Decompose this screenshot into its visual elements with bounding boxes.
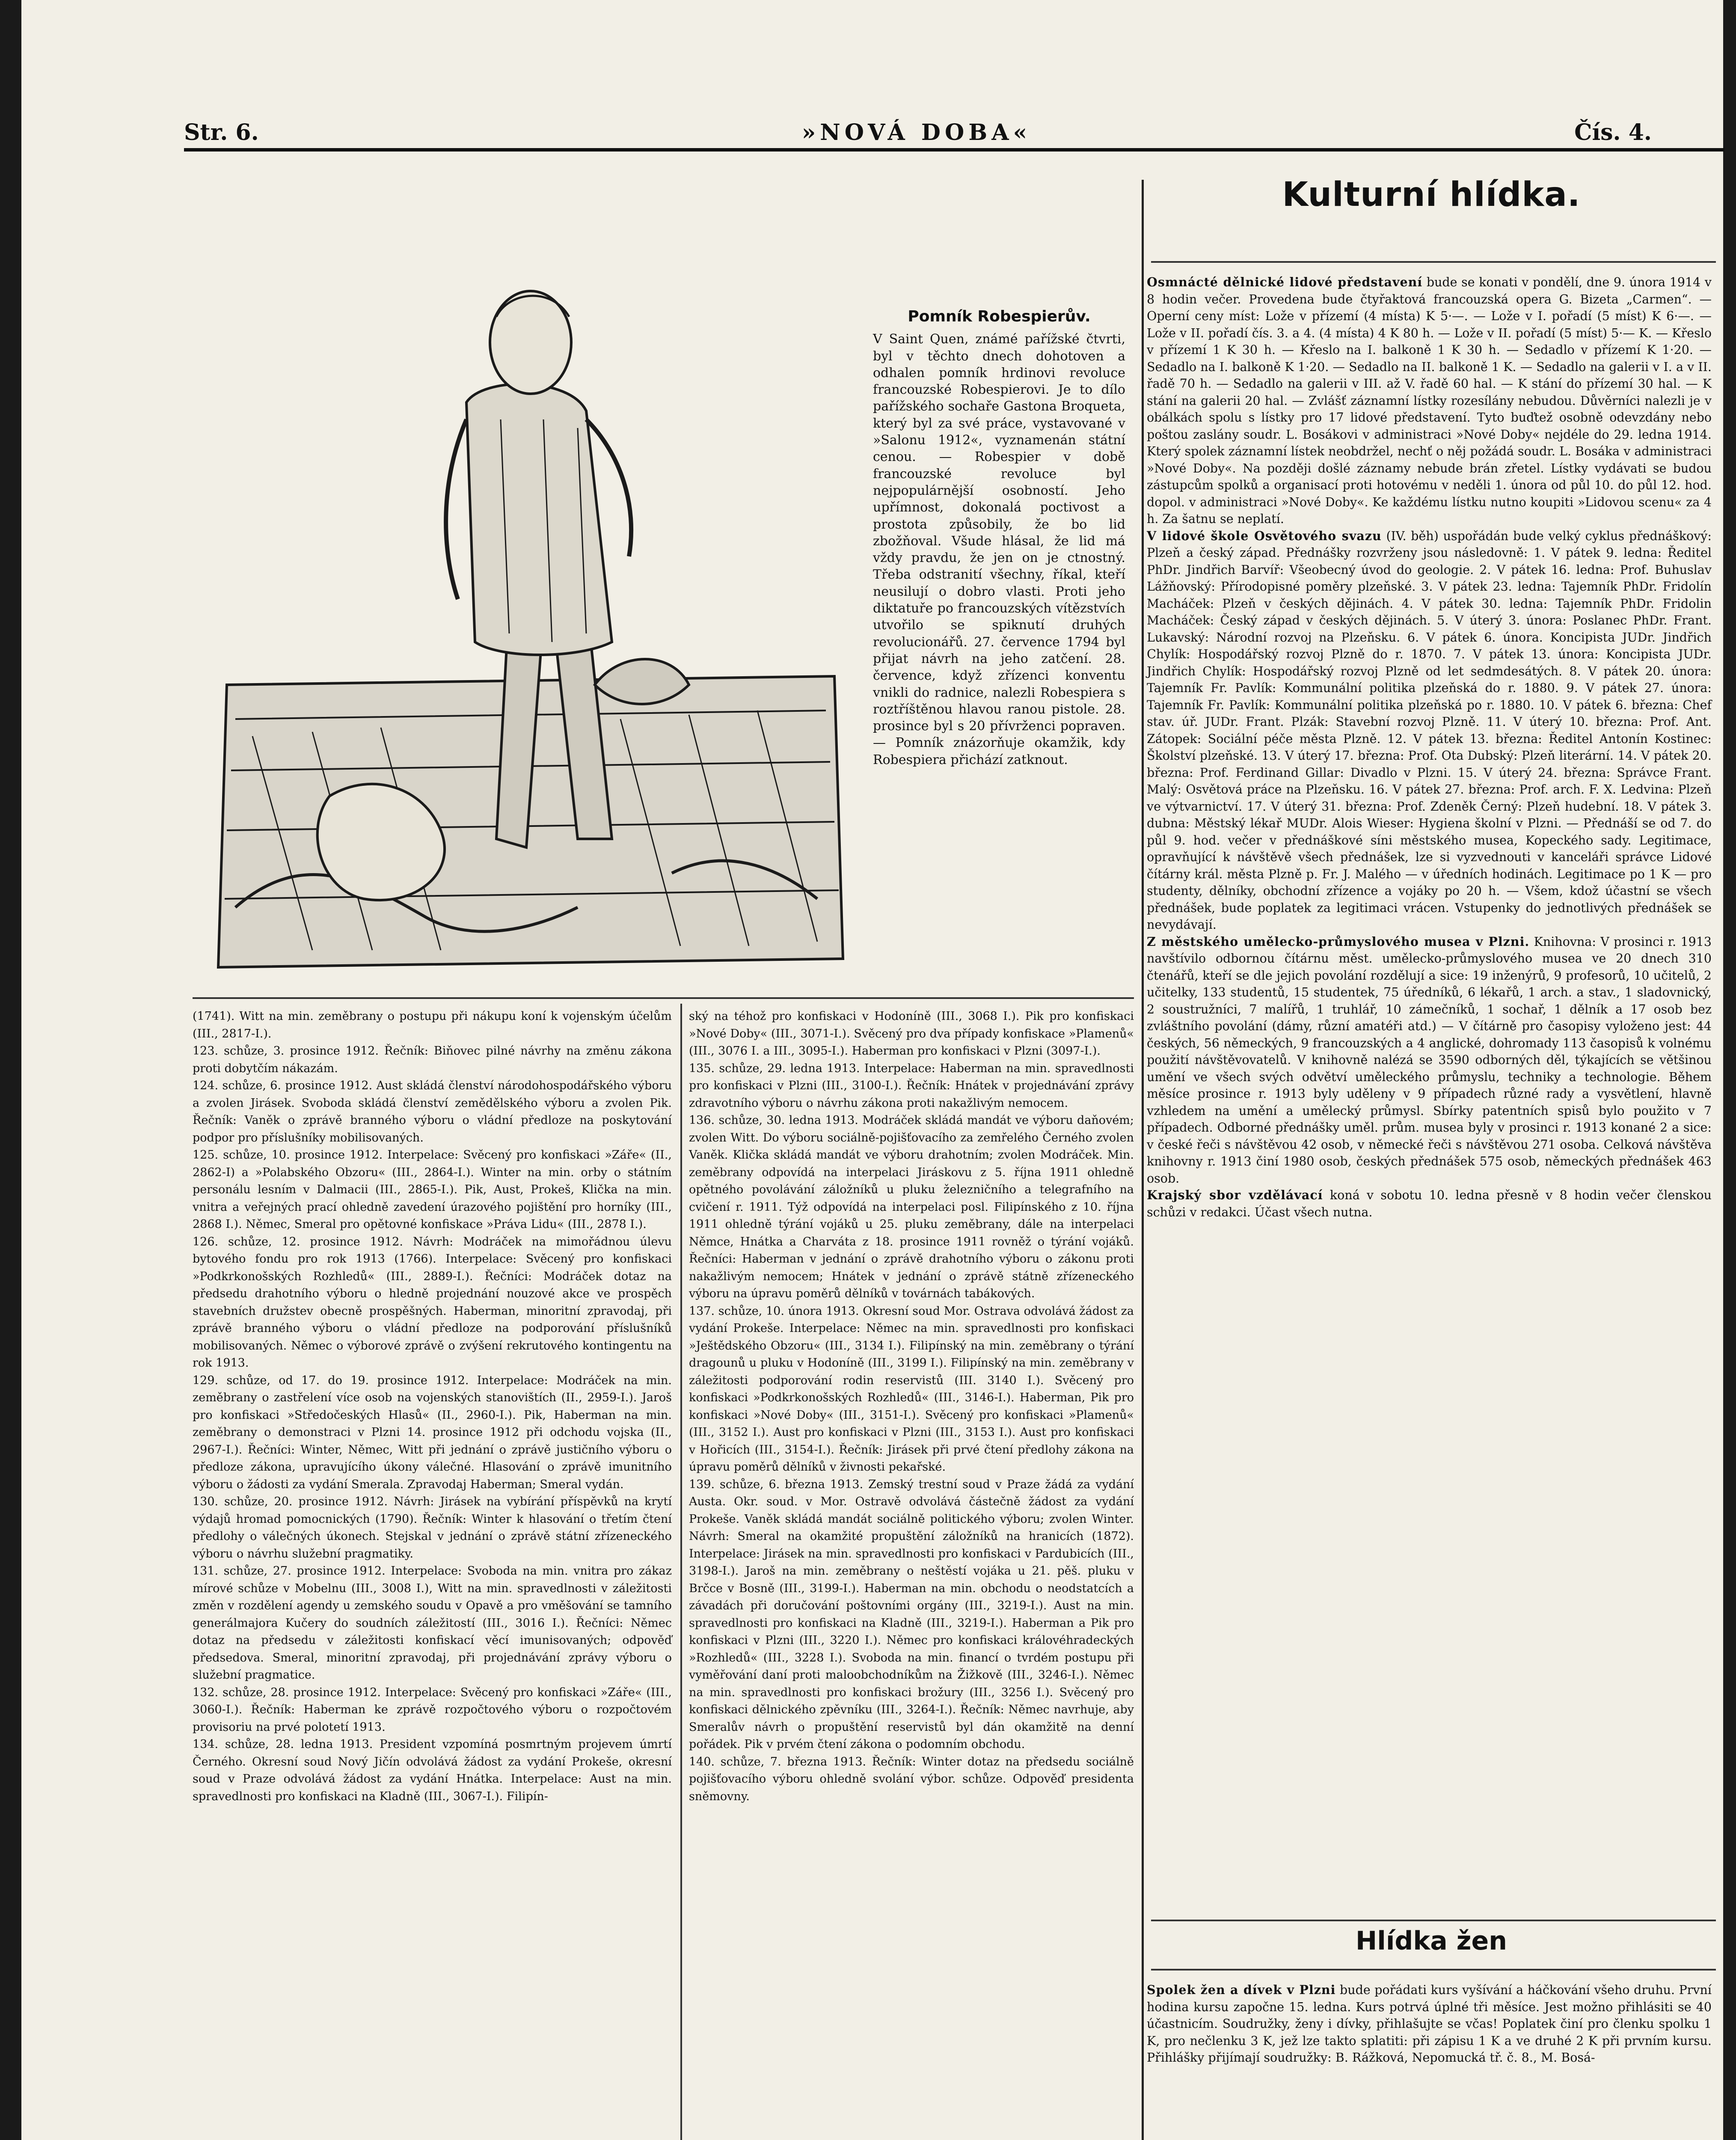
item-text: Knihovna: V prosinci r. 1913 navštívilo odbornou čítárnu měst. umělecko-průmyslového musea ve 20 dnech 310 čtenářů, kteří se dle jejich povolání rozdělují a sice: 19 inženýrů, 9 profesorů, 10 učitelů, 2 učitelky, 133 studentů, 15 studentek, 75 úředníků, 6 lékařů, 1 arch. a stav., 1 sladovnický, 2 soustružníci, 7 malířů, 1 truhlář, 10 zámečníků, 1 sochař, 1 dělník a 17 osob bez zvláštního povolání (dámy, různí amatéři atd.) — V čítárně pro časopisy vyloženo jest: 44 českých, 56 německých, 9 francouzských a 4 anglické, dohromady 113 časopisů k volnému použití návštěvovatelů. V knihovně nalézá se 3590 odborných děl, týkajících se většinou umění ve všech svých odvětví uměleckého průmyslu, techniky a technologie. Během měsíce prosince r. 1913 byly uděleny v 9 případech různé rady a vysvětlení, hlavně vzhledem na umění a umělecký průmysl. Sbírky patentních spisů bylo použito v 7 případech. Odborné přednášky uměl. prům. musea byly v prosinci r. 1913 konané 2 a sice: v české řeči s návštěvou 42 osob, v německé řeči s návštěvou 271 osoba. Celková návštěva knihovny r. 1913 činí 1980 osob, českých přednášek 575 osob, německých přednášek 463 osob. (1147, 934, 1712, 1186)
cultural-item (1147, 528, 1712, 933)
paragraph: 137. schůze, 10. února 1913. Okresní soud Mor. Ostrava odvolává žádost za vydání Prokeše. Interpelace: Němec na min. spravedlnosti pro konfiskaci »Ještědského Obzoru« (III., 3134 I.). Filipínský na min. zeměbrany o týrání dragounů u pluku v Hodoníně (III., 3199 I.). Filipínský na min. zeměbrany v záležitosti podporování rodin reservistů (III. 3140 I.). Svěcený pro konfiskaci »Podkrkonošských Rozhledů« (III., 3146-I.). Haberman, Pik pro konfiskaci »Nové Doby« (III., 3151-I.). Svěcený pro konfiskaci »Plamenů« (III., 3152 I.). Aust pro konfiskaci v Plzni (III., 3153 I.). Aust pro konfiskaci v Hořicích (III., 3154-I.). Řečník: Jirásek při prvé čtení předlohy zákona na úpravu poměrů dělníků v živnosti pekařské. (689, 1304, 1134, 1474)
paragraph: ský na téhož pro konfiskaci v Hodoníně (III., 3068 I.). Pik pro konfiskaci »Nové Doby« (III., 3071-I.). Svěcený pro dva případy konfiskace »Plamenů« (III., 3076 I. a III., 3095-I.). Haberman pro konfiskaci v Plzni (3097-I.). (689, 1010, 1134, 1058)
paragraph: 132. schůze, 28. prosince 1912. Interpelace: Svěcený pro konfiskaci »Záře« (III., 3060-I.). Řečník: Haberman ke zprávě rozpočtového výboru o rozpočtovém provisoriu na prvé polotetí 1913. (193, 1685, 672, 1734)
item-heading: V lidové škole Osvětového svazu (1147, 528, 1382, 543)
section-rule (1151, 261, 1716, 263)
robespierre-monument-illustration (201, 180, 869, 984)
paragraph: 130. schůze, 20. prosince 1912. Návrh: Jirásek na vybírání příspěvků na krytí výdajů hromad pomocnických (1790). Řečník: Winter k hlasování o třetím čtení předlohy o válečných úkonech. Stejskal v jednání o zprávě státní zřízeneckého výboru o návrhu služební pragmatiky. (193, 1495, 672, 1560)
cultural-item (1147, 933, 1712, 1187)
paragraph: 139. schůze, 6. března 1913. Zemský trestní soud v Praze žádá za vydání Austa. Okr. soud. v Mor. Ostravě odvolává částečně žádost za vydání Prokeše. Vaněk skládá mandát sociálně politického výboru; zvolen Winter. Návrh: Smeral na okamžité propuštění záložníků na hranicích (1872). Interpelace: Jirásek na min. spravedlnosti pro konfiskaci v Pardubicích (III., 3198-I.). Jaroš na min. zeměbrany o neštěstí vojáka u 21. pěš. pluku v Brčce v Bosně (III., 3199-I.). Haberman na min. obchodu o neodstatcích a závadách při doručování poštovními orgány (III., 3219-I.). Aust na min. spravedlnosti pro konfiskaci na Kladně (III., 3219-I.). Haberman a Pik pro konfiskaci v Plzni (III., 3220 I.). Němec pro konfiskaci královéhradeckých »Rozhledů« (III., 3228 I.). Svoboda na min. financí o tvrdém postupu při vyměřování daní proti maloobchodníkům na Žižkově (III., 3246-I.). Němec na min. spravedlnosti pro konfiskaci brožury (III., 3256 I.). Svěcený pro konfiskaci dělnického zpěvníku (III., 3264-I.). Řečník: Němec navrhuje, aby Smeralův návrh o propuštění reservistů byl dán okamžitě na denní pořádek. Pik v prvém čtení zákona o podomním obchodu. (689, 1477, 1134, 1751)
parliament-record-left-column (193, 1008, 672, 2140)
item-text: bude se konati v pondělí, dne 9. února 1914 v 8 hodin večer. Provedena bude čtyřaktová francouzská opera G. Bizeta „Carmen“. — Operní ceny míst: Lože v přízemí (4 místa) K 5·—. — Lože v I. pořadí (5 míst) K 6·—. — Lože v II. pořadí čís. 3. a 4. (4 místa) 4 K 80 h. — Lože v II. pořadí (5 míst) 5·— K. — Křeslo v přízemí 1 K 30 h. — Křeslo na I. balkoně 1 K 30 h. — Sedadlo v přízemí K 1·20. — Sedadlo na I. balkoně K 1·20. — Sedadlo na II. balkoně 1 K. — Sedadlo na galerii v I. a v II. řadě 70 h. — Sedadlo na galerii v III. až V. řadě 60 hal. — K stání do přízemí 30 hal. — K stání na galerii 20 hal. — Zvlášť záznamní lístky rozesílány nebudou. Důvěrníci nalezli je v obálkách spolu s lístky pro 17 lidové představení. Tyto buďtež osobně odevzdány nebo poštou zaslány soudr. L. Bosákovi v administraci »Nové Doby« nejdéle do 29. ledna 1914. Který spolek záznamní lístek neobdržel, nechť o něj požádá soudr. L. Bosáka v administraci »Nové Doby«. Na později došlé záznamy nebude brán zřetel. Lístky vydávati se budou zástupcům spolků a organisací proti hotovému v neděli 1. února od půl 10. do půl 12. hod. dopol. v administraci »Nové Doby«. Ke každému lístku nutno koupiti »Lidovou scenu« za 4 h. Za šatnu se neplatí. (1147, 275, 1712, 526)
item-heading: Krajský sbor vzdělávací (1147, 1188, 1323, 1202)
item-heading: Osmnácté dělnické lidové představení (1147, 275, 1423, 289)
women-item (1147, 1982, 1712, 2066)
newspaper-title: »NOVÁ DOBA« (801, 119, 1032, 146)
paragraph: 135. schůze, 29. ledna 1913. Interpelace: Haberman na min. spravedlnosti pro konfiskaci v Plzni (III., 3100-I.). Řečník: Hnátek v projednávání zprávy zdravotního výboru o návrhu zákona proti nakažlivým nemocem. (689, 1061, 1134, 1110)
paragraph: 140. schůze, 7. března 1913. Řečník: Winter dotaz na předsedu sociálně pojišťovacího výboru ohledně svolání výbor. schůze. Odpověď presidenta sněmovny. (689, 1755, 1134, 1803)
column-divider (1142, 180, 1144, 2140)
cultural-item (1147, 274, 1712, 528)
scan-edge-left (0, 0, 21, 2140)
item-text: (IV. běh) uspořádán bude velký cyklus přednáškový: Plzeň a český západ. Přednášky rozvrženy jsou následovně: 1. V pátek 9. ledna: Ředitel PhDr. Jindřich Barvíř: Všeobecný úvod do geologie. 2. V pátek 16. ledna: Prof. Buhuslav Lážňovský: Přírodopisné poměry plzeňské. 3. V pátek 23. ledna: Tajemník PhDr. Fridolín Macháček: Plzeň v českých dějinách. 4. V pátek 30. ledna: Tajemník PhDr. Fridolin Macháček: Český západ v českých dějinách. 5. V úterý 3. února: Poslanec PhDr. Frant. Lukavský: Národní rozvoj na Plzeňsku. 6. V pátek 6. února. Koncipista JUDr. Jindřich Chylík: Hospodářský rozvoj Plzně do r. 1870. 7. V pátek 13. února: Koncipista JUDr. Jindřich Chylík: Hospodářský rozvoj Plzně od let sedmdesátých. 8. V pátek 20. února: Tajemník Fr. Pavlík: Kommunální politika plzeňská do r. 1880. 9. V pátek 27. února: Tajemník Fr. Pavlík: Kommunální politika plzeňská po r. 1880. 10. V pátek 6. března: Chef stav. úř. JUDr. Frant. Plzák: Stavební rozvoj Plzně. 11. V úterý 10. března: Prof. Ant. Zátopek: Sociální péče města Plzně. 12. V pátek 13. března: Ředitel Antonín Kostinec: Školství plzeňské. 13. V úterý 17. března: Prof. Ota Dubský: Plzeň literární. 14. V pátek 20. března: Prof. Ferdinand Gillar: Divadlo v Plzni. 15. V úterý 24. března: Správce Frant. Malý: Osvětová práce na Plzeňsku. 16. V pátek 27. března: Prof. arch. F. X. Ledvina: Plzeň ve výtvarnictví. 17. V úterý 31. března: Prof. Zdeněk Černý: Plzeň hudební. 18. V pátek 3. dubna: Městský lékař MUDr. Alois Wieser: Hygiena školní v Plzni. — Přednáší se od 7. do půl 9. hod. večer v přednáškové síni městského musea, Kopeckého sady. Legitimace, opravňující k návštěvě všech přednášek, lze si vyzvednouti v kanceláři správce Lidové čítárny král. města Plzně p. Fr. J. Malého — v úředních hodinách. Legitimace po 1 K — pro studenty, dělníky, obchodní zřízence a vojáky po 20 h. — Všem, kdož účastní se všech přednášek, bude poplatek za legitimaci vrácen. Vstupenky do jednotlivých přednášek se nevydávají. (1147, 529, 1712, 932)
cultural-section-title: Kulturní hlídka. (1282, 175, 1581, 214)
parliament-record-middle-column (689, 1008, 1134, 2140)
column-divider (680, 1004, 682, 2140)
paragraph: 125. schůze, 10. prosince 1912. Interpelace: Svěcený pro konfiskaci »Záře« (II., 2862-I) a »Polabského Obzoru« (III., 2864-I.). Winter na min. orby o státním personálu lesním v Dalmacii (III., 2865-I.). Pik, Aust, Prokeš, Klička na min. vnitra a veřejných prací ohledně zavedení úrazového pojištění pro horníky (III., 2868 I.). Němec, Smeral pro opětovné konfiskace »Práva Lidu« (III., 2878 I.). (193, 1148, 672, 1231)
page-number: Str. 6. (184, 119, 259, 146)
paragraph: 136. schůze, 30. ledna 1913. Modráček skládá mandát ve výboru daňovém; zvolen Witt. Do výboru sociálně-pojišťovacího za zemřelého Černého zvolen Vaněk. Klička skládá mandát ve výboru drahotním; zvolen Modráček. Min. zeměbrany odpovídá na interpelaci Jiráskovu z 5. října 1911 ohledně opětného povolávání záložníků u pluku železničního a telegrafního na cvičení r. 1911. Týž odpovídá na interpelaci posl. Filipínského z 10. října 1911 ohledně týrání vojáků u 25. pluku zeměbrany, dále na interpelaci Němce, Hnátka a Charváta z 18. prosince 1911 rovněž o týrání vojáků. Řečníci: Haberman v jednání o zprávě drahotního výboru o zákonu proti nakažlivým nemocem; Hnátek v jednání o zprávě státně zřízeneckého výboru na úpravu poměrů dělníků v továrnách tabákových. (689, 1114, 1134, 1300)
paragraph: 123. schůze, 3. prosince 1912. Řečník: Biňovec pilné návrhy na změnu zákona proti dobytčím nákazám. (193, 1044, 672, 1075)
section-rule (1151, 1920, 1716, 1921)
cultural-section-column (1147, 274, 1712, 1221)
paragraph: 134. schůze, 28. ledna 1913. President vzpomíná posmrtným projevem úmrtí Černého. Okresní soud Nový Jičín odvolává žádost za vydání Prokeše, okresní soud v Praze odvolává žádost za vydání Hnátka. Interpelace: Aust na min. spravedlnosti pro konfiskaci na Kladně (III., 3067-I.). Filipín- (193, 1738, 672, 1803)
section-divider (193, 997, 1134, 999)
paragraph: 131. schůze, 27. prosince 1912. Interpelace: Svoboda na min. vnitra pro zákaz mírové schůze v Mobelnu (III., 3008 I.), Witt na min. spravedlnosti v záležitosti změn v rozdělení agendy u zemského soudu v Opavě a pro vměšování se tamního generálmajora Kučery do soudních záležitostí (III., 3016 I.). Řečníci: Němec dotaz na předsedu v záležitosti konfiskací věcí imunisovaných; odpověď předsedova. Smeral, minoritní zpravodaj, při projednávání zprávy výboru o služební pragmatice. (193, 1564, 672, 1682)
women-section-title: Hlídka žen (1356, 1926, 1507, 1956)
item-heading: Spolek žen a dívek v Plzni (1147, 1982, 1336, 1997)
cultural-item (1147, 1187, 1712, 1221)
item-heading: Z městského umělecko-průmyslového musea v Plzni. (1147, 934, 1530, 949)
section-rule (1151, 1969, 1716, 1971)
caption-title: Pomník Robespierův. (908, 308, 1091, 325)
paragraph: 124. schůze, 6. prosince 1912. Aust skládá členství národohospodářského výboru a zvolen Jirásek. Svoboda skládá členství zemědělského výboru a zvolen Pik. Řečník: Vaněk o zprávě branného výboru o vládní předloze na poskytování podpor pro příslušníky mobilisovaných. (193, 1079, 672, 1144)
paragraph: 129. schůze, od 17. do 19. prosince 1912. Interpelace: Modráček na min. zeměbrany o zastřelení více osob na vojenských stanovištích (II., 2959-I.). Jaroš pro konfiskaci »Středočeských Hlasů« (II., 2960-I.). Pik, Haberman na min. zeměbrany o demonstraci v Plzni 14. prosince 1912 při odchodu vojska (II., 2967-I.). Řečníci: Winter, Němec, Witt při jednání o zprávě justičního výboru o předloze zákona, upravujícího úkony válečné. Hlasování o zprávě imunitního výboru o žádosti za vydání Smerala. Zpravodaj Haberman; Smeral vydán. (193, 1373, 672, 1491)
women-section-column (1147, 1982, 1712, 2066)
page-header (184, 116, 1652, 146)
paragraph: (1741). Witt na min. zeměbrany o postupu při nákupu koní k vojenským účelům (III., 2817-I.). (193, 1010, 672, 1040)
header-rule (184, 148, 1724, 152)
item-text: koná v sobotu 10. ledna přesně v 8 hodin večer členskou schůzi v redakci. Účast všech nutna. (1147, 1188, 1712, 1219)
issue-number: Čís. 4. (1574, 119, 1652, 146)
scan-edge-right (1723, 0, 1736, 2140)
paragraph: 126. schůze, 12. prosince 1912. Návrh: Modráček na mimořádnou úlevu bytového fondu pro rok 1913 (1766). Interpelace: Svěcený pro konfiskaci »Podkrkonošských Rozhledů« (III., 2889-I.). Řečníci: Modráček dotaz na předsedu drahotního výboru o hledně projednání nouzové akce ve prospěch stavebních družstev obecně prospěšných. Haberman, minoritní zpravodaj, při zprávě branného výboru o vládní předloze na podporování příslušníků mobilisovaných. Němec o výborové zprávě o zvýšení rekrutového kontingentu na rok 1913. (193, 1235, 672, 1370)
caption-text: V Saint Quen, známé pařížské čtvrti, byl v těchto dnech dohotoven a odhalen pomník hrdinovi revoluce francouzské Robespierovi. Je to dílo pařížského sochaře Gastona Broqueta, který byl za své práce, vystavované v »Salonu 1912«, vyznamenán státní cenou. — Robespier v době francouzské revoluce byl nejpopulárnější osobností. Jeho upřímnost, dokonalá poctivost a prostota způsobily, že bo lid zbožňoval. Všude hlásal, že lid má vždy pravdu, že jen on je ctnostný. Třeba odstranití všechny, říkal, kteří neusilují o dobro vlasti. Proti jeho diktatuře po francouzských vítězstvích utvořilo se spiknutí druhých revolucionářů. 27. července 1794 byl přijat návrh na jeho zatčení. 28. července, když zřízenci konventu vnikli do radnice, nalezli Robespiera s roztříštěnou hlavou ranou pistole. 28. prosince byl s 20 přívrženci popraven. — Pomník znázorňuje okamžik, kdy Robespiera přichází zatknout. (873, 332, 1125, 767)
illustration-caption (873, 308, 1125, 984)
item-text: bude pořádati kurs vyšívání a háčkování všeho druhu. První hodina kursu započne 15. ledna. Kurs potrvá úplné tři měsíce. Jest možno přihlásiti se 40 účastnicím. Soudružky, ženy i dívky, přihlašujte se včas! Poplatek činí pro členku spolku 1 K, pro nečlenku 3 K, jež lze takto splatiti: při zápisu 1 K a ve druhé 2 K při prvním kursu. Přihlášky přijímají soudružky: B. Rážková, Nepomucká tř. č. 8., M. Bosá- (1147, 1983, 1712, 2065)
